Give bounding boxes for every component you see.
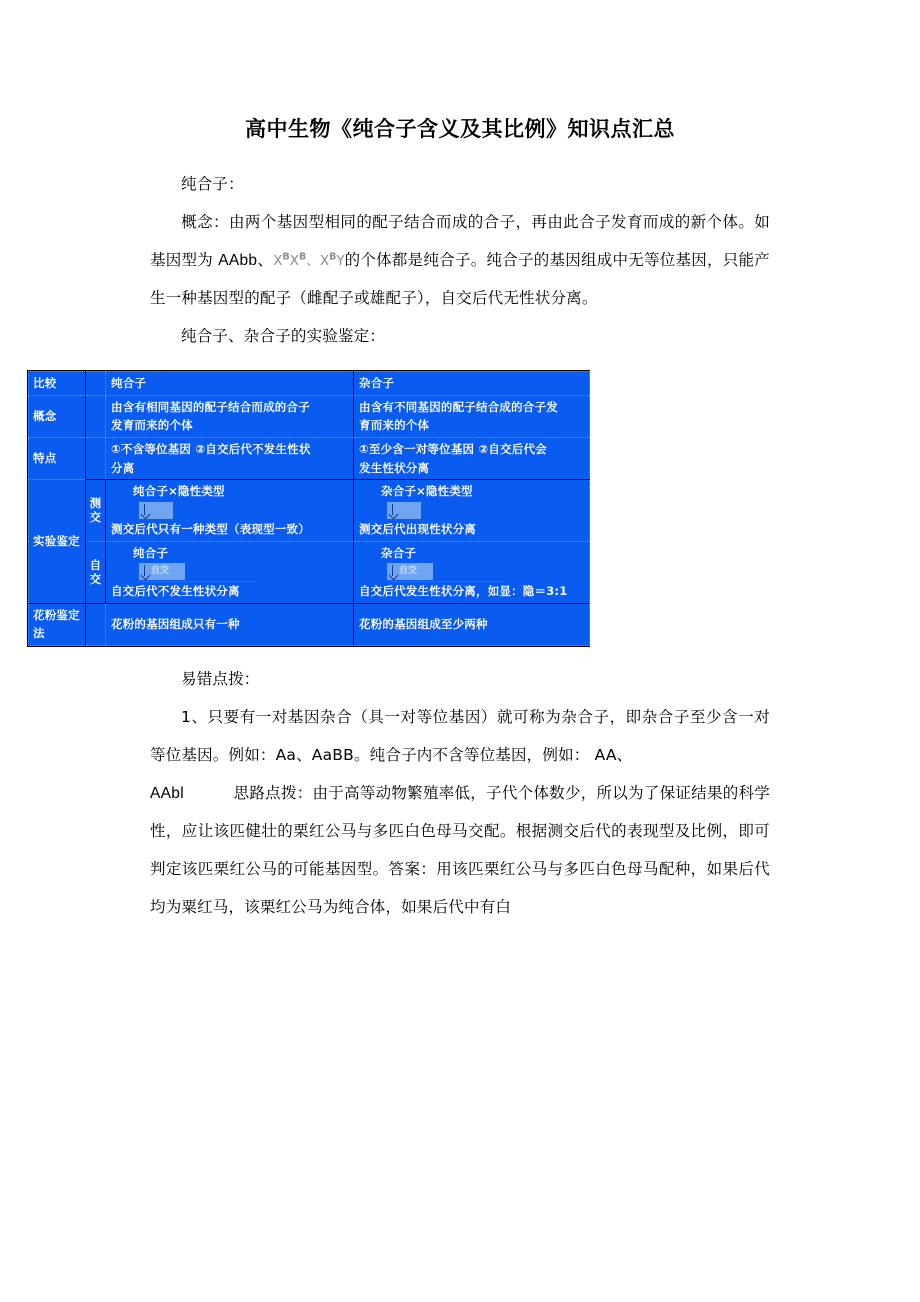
table-subrow-label-selfcross-text: 自交 xyxy=(89,557,102,587)
table-cell-selfcross-hybrid-top: 杂合子 xyxy=(381,545,417,560)
table-row-pollen xyxy=(29,603,590,645)
table-cell-testcross-hybrid-bottom: 测交后代出现性状分离 xyxy=(359,521,476,536)
paragraph-concept xyxy=(150,204,770,318)
down-arrow-selfcross-label: 自交 xyxy=(151,566,170,577)
section-heading-pitfalls-text: 易错点拨： xyxy=(181,670,260,689)
table-row-sub-features xyxy=(86,438,106,480)
table-subrow-label-selfcross xyxy=(86,541,106,603)
document-body-lower xyxy=(0,647,920,927)
down-arrow-selfcross-label: 自交 xyxy=(399,566,418,577)
table-cell-testcross-hybrid-top: 杂合子×隐性类型 xyxy=(381,484,473,499)
table-row-selfcross xyxy=(29,541,590,603)
table-cell-pollen-pure: 花粉的基因组成只有一种 xyxy=(106,603,354,645)
table-cell-features-hybrid-line2: 发生性状分离 xyxy=(359,460,430,475)
concept-text-lead: 概念：由两个基因型相同的配子结合而成的合子，再由此合子发育而成的新个体。如基因型为 xyxy=(150,213,770,270)
section-heading-identification xyxy=(150,318,770,356)
genotype-x2-exp: B xyxy=(299,251,307,263)
table-row-label-experiment: 实验鉴定 xyxy=(29,480,86,604)
table-cell-concept-pure-line2: 发育而来的个体 xyxy=(111,418,193,433)
genotype-aabb-fragment: AAbl xyxy=(150,785,184,803)
table-cell-concept-hybrid xyxy=(354,395,590,437)
table-cell-testcross-hybrid xyxy=(354,480,590,541)
down-arrow-icon xyxy=(139,502,173,519)
paragraph-tip-2 xyxy=(150,775,770,927)
tip-2-text: 思路点拨：由于高等动物繁殖率低，子代个体数少，所以为了保证结果的科学性，应让该匹健壮的栗红公马与多匹白色母马交配。根据测交后代的表现型及比例，即可判定该匹栗红公马的可能基因型。答案：用该匹栗红公马与多匹白色母马配种，如果后代均为粟红马，该栗红公马为纯合体，如果后代中有白 xyxy=(150,784,770,916)
table-cell-features-hybrid-line1: ①至少含一对等位基因 ②自交后代会 xyxy=(359,442,547,457)
table-row-sub-pollen xyxy=(86,603,106,645)
table-row-sub-concept xyxy=(86,395,106,437)
genotype-aabb: AAbb、 xyxy=(218,252,274,270)
table-cell-testcross-pure-top: 纯合子×隐性类型 xyxy=(133,484,225,499)
page-title: 高中生物《纯合子含义及其比例》知识点汇总 xyxy=(245,117,675,141)
table-cell-selfcross-hybrid xyxy=(354,541,590,603)
down-arrow-selfcross-icon xyxy=(139,563,185,580)
table-subrow-label-testcross-text: 测交 xyxy=(89,496,102,525)
table-cell-concept-pure xyxy=(106,395,354,437)
down-arrow-icon xyxy=(387,502,421,519)
table-cell-selfcross-hybrid-bottom: 自交后代发生性状分离，如显：隐＝3:1 xyxy=(359,584,568,599)
tip-1-text: 1、只要有一对基因杂合（具一对等位基因）就可称为杂合子，即杂合子至少含一对等位基因。例如：Aa、AaBB。纯合子内不含等位基因，例如： AA、 xyxy=(150,708,770,765)
table-row-header xyxy=(29,372,590,396)
table-cell-selfcross-pure-bottom: 自交后代不发生性状分离 xyxy=(111,584,240,599)
genotype-x1: X xyxy=(273,253,283,270)
table-cell-features-pure xyxy=(106,438,354,480)
section-heading-chunhezi-text: 纯合子： xyxy=(181,175,244,194)
table-cell-testcross-pure-bottom: 测交后代只有一种类型（表现型一致） xyxy=(111,521,310,536)
table-cell-testcross-pure xyxy=(106,480,354,541)
table-subrow-label-testcross xyxy=(86,480,106,541)
table-cell-pollen-hybrid: 花粉的基因组成至少两种 xyxy=(354,603,590,645)
table-cell-features-pure-line1: ①不含等位基因 ②自交后代不发生性状 xyxy=(111,442,311,457)
table-header-label: 比较 xyxy=(29,372,86,396)
table-row-label-features: 特点 xyxy=(29,438,86,480)
document-body xyxy=(0,166,920,356)
table-cell-concept-hybrid-line2: 育而来的个体 xyxy=(359,418,430,433)
genetics-comparison-table-border xyxy=(27,370,590,647)
genotype-separator: 、 xyxy=(306,253,320,270)
genotype-x3-exp: B xyxy=(329,251,337,263)
table-row-testcross xyxy=(29,480,590,541)
table-cell-features-pure-line2: 分离 xyxy=(111,460,135,475)
section-heading-identification-text: 纯合子、杂合子的实验鉴定： xyxy=(181,327,386,346)
section-heading-pitfalls xyxy=(150,661,770,699)
table-cell-concept-hybrid-line1: 由含有不同基因的配子结合成的合子发 xyxy=(359,399,558,414)
genotype-x1-exp: B xyxy=(282,251,290,263)
table-row-label-pollen: 花粉鉴定法 xyxy=(29,603,86,645)
table-cell-selfcross-pure xyxy=(106,541,354,603)
table-row-label-concept: 概念 xyxy=(29,395,86,437)
genetics-comparison-table-wrapper xyxy=(27,370,588,647)
table-header-hybrid: 杂合子 xyxy=(354,372,590,396)
genetics-comparison-table xyxy=(28,371,590,646)
table-row-concept xyxy=(29,395,590,437)
table-header-pure: 纯合子 xyxy=(106,372,354,396)
table-header-sub-spacer xyxy=(86,372,106,396)
down-arrow-selfcross-icon xyxy=(387,563,433,580)
table-cell-selfcross-pure-top: 纯合子 xyxy=(133,545,169,560)
section-heading-chunhezi xyxy=(150,166,770,204)
table-row-features xyxy=(29,438,590,480)
genotype-x3-y: Y xyxy=(336,253,345,270)
genotype-x3: X xyxy=(319,253,330,270)
genotype-x2: X xyxy=(289,253,299,270)
concept-text-tail: 的个体都是纯合子。纯合子的基因组成中无等位基因，只能产生一种基因型的配子（雌配子或雄配子），自交后代无性状分离。 xyxy=(150,251,770,308)
table-cell-features-hybrid xyxy=(354,438,590,480)
genotype-sex-linked xyxy=(273,253,344,269)
table-cell-concept-pure-line1: 由含有相同基因的配子结合而成的合子 xyxy=(111,399,310,414)
paragraph-tip-1 xyxy=(150,699,770,775)
